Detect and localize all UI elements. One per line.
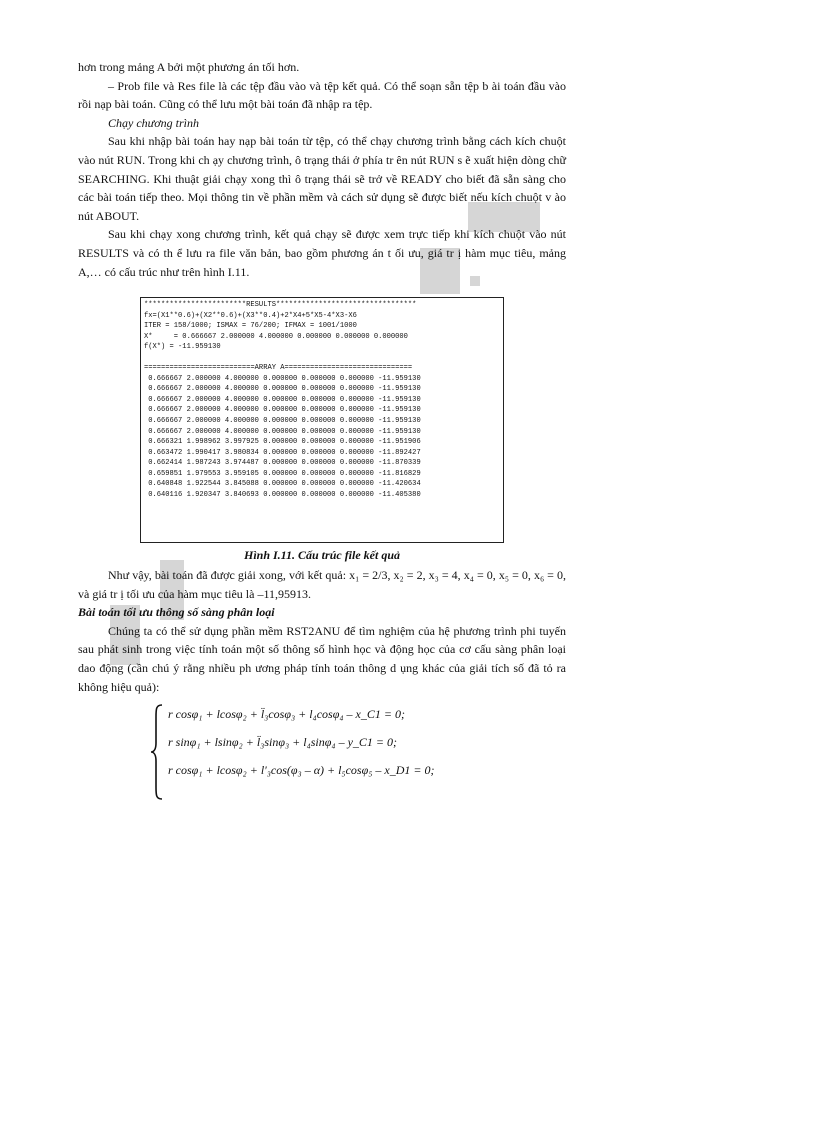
page-text-top [78, 58, 566, 281]
page-text-bottom [78, 566, 566, 696]
equation-line: r cosφ₁ + lcosφ₂ + l'₃cos(φ₃ – α) + l₅cosφ₅ – x_D1 = 0; [168, 763, 435, 777]
results-listing: ************************RESULTS********************************* fx=(X1**0.6)+(X2**0.6)+(X3**0.4)+2*X4+5*X5-4*X3-X6 ITER = 158/1000; ISMAX = 76/200; IFMAX = 1001/1000 X* = 0.666667 2.000000 4.000000 0.000000 0.000000 0.000000 f(X*) = -11.959130 ==========================ARRAY A============================== 0.666667 2.000000 4.000000 0.000000 0.000000 0.000000 -11.959130 0.666667 2.000000 4.000000 0.000000 0.000000 0.000000 -11.959130 0.666667 2.000000 4.000000 0.000000 0.000000 0.000000 -11.959130 0.666667 2.000000 4.000000 0.000000 0.000000 0.000000 -11.959130 0.666667 2.000000 4.000000 0.000000 0.000000 0.000000 -11.959130 0.666667 2.000000 4.000000 0.000000 0.000000 0.000000 -11.959130 0.666321 1.998962 3.997925 0.000000 0.000000 0.000000 -11.951906 0.663472 1.990417 3.980834 0.000000 0.000000 0.000000 -11.892427 0.662414 1.987243 3.974487 0.000000 0.000000 0.000000 -11.870339 0.659851 1.979553 3.959105 0.000000 0.000000 0.000000 -11.816829 0.640848 1.922544 3.845088 0.000000 0.000000 0.000000 -11.420634 0.640116 1.920347 3.840693 0.000000 0.000000 0.000000 -11.405380 [144, 301, 421, 499]
subheading: Chạy chương trình [108, 115, 199, 130]
equation-line: r cosφ₁ + lcosφ₂ + l̈₃cosφ₃ + l₄cosφ₄ – x_C1 = 0; [168, 707, 405, 721]
figure-caption: Hình I.11. Cấu trúc file kết quả [243, 548, 401, 562]
paragraph: Chúng ta có thể sử dụng phần mềm RST2ANU để tìm nghiệm của hệ phương trình phi tuyến sau phát sinh trong việc tính toán một số thông số hình học và động học của cơ cấu sàng phân loại dao động (cần chú ý rằng nhiều ph ương pháp tính toán thông d ụng khác của giải tích số đã tỏ ra không hiệu quả): [78, 623, 566, 694]
paragraph: hơn trong mảng A bởi một phương án tối hơn. [78, 60, 300, 74]
equation-system [150, 703, 510, 801]
equation-line: r sinφ₁ + lsinφ₂ + l̈₃sinφ₃ + l₄sinφ₄ – y_C1 = 0; [168, 735, 397, 749]
results-figure [140, 297, 504, 543]
paragraph: Như vậy, bài toán đã được giải xong, với kết quả: x₁ = 2/3, x₂ = 2, x₃ = 4, x₄ = 0, x₅ = 0, x₆ = 0, và giá tr ị tối ưu của hàm mục tiêu là –11,95913. [78, 568, 566, 601]
paragraph: Sau khi nhập bài toán hay nạp bài toán từ tệp, có thể chạy chương trình bằng cách kích chuột vào nút RUN. Trong khi ch ạy chương trình, ô trạng thái ở phía tr ên nút RUN s ẽ xuất hiện dòng chữ SEARCHING. Khi thuật giải chạy xong thì ô trạng thái sẽ trở về READY cho biết đã sẵn sàng cho các bài toán tiếp theo. Mọi thông tin về phần mềm và cách sử dụng sẽ được biết nếu kích chuột v ào nút ABOUT. [78, 134, 566, 223]
left-brace-icon [150, 703, 166, 801]
paragraph: – Prob file và Res file là các tệp đầu vào và tệp kết quả. Có thể soạn sẵn tệp b ài toán đầu vào rồi nạp bài toán. Cũng có thể lưu một bài toán đã nhập ra tệp. [78, 78, 566, 112]
section-heading: Bài toán tối ưu thông số sàng phân loại [78, 605, 275, 620]
paragraph: Sau khi chạy xong chương trình, kết quả chạy sẽ được xem trực tiếp khi kích chuột vào nút RESULTS và có th ể lưu ra file văn bản, bao gồm phương án t ối ưu, giá tr ị hàm mục tiêu, mảng A,… có cấu trúc như trên hình I.11. [78, 227, 566, 279]
